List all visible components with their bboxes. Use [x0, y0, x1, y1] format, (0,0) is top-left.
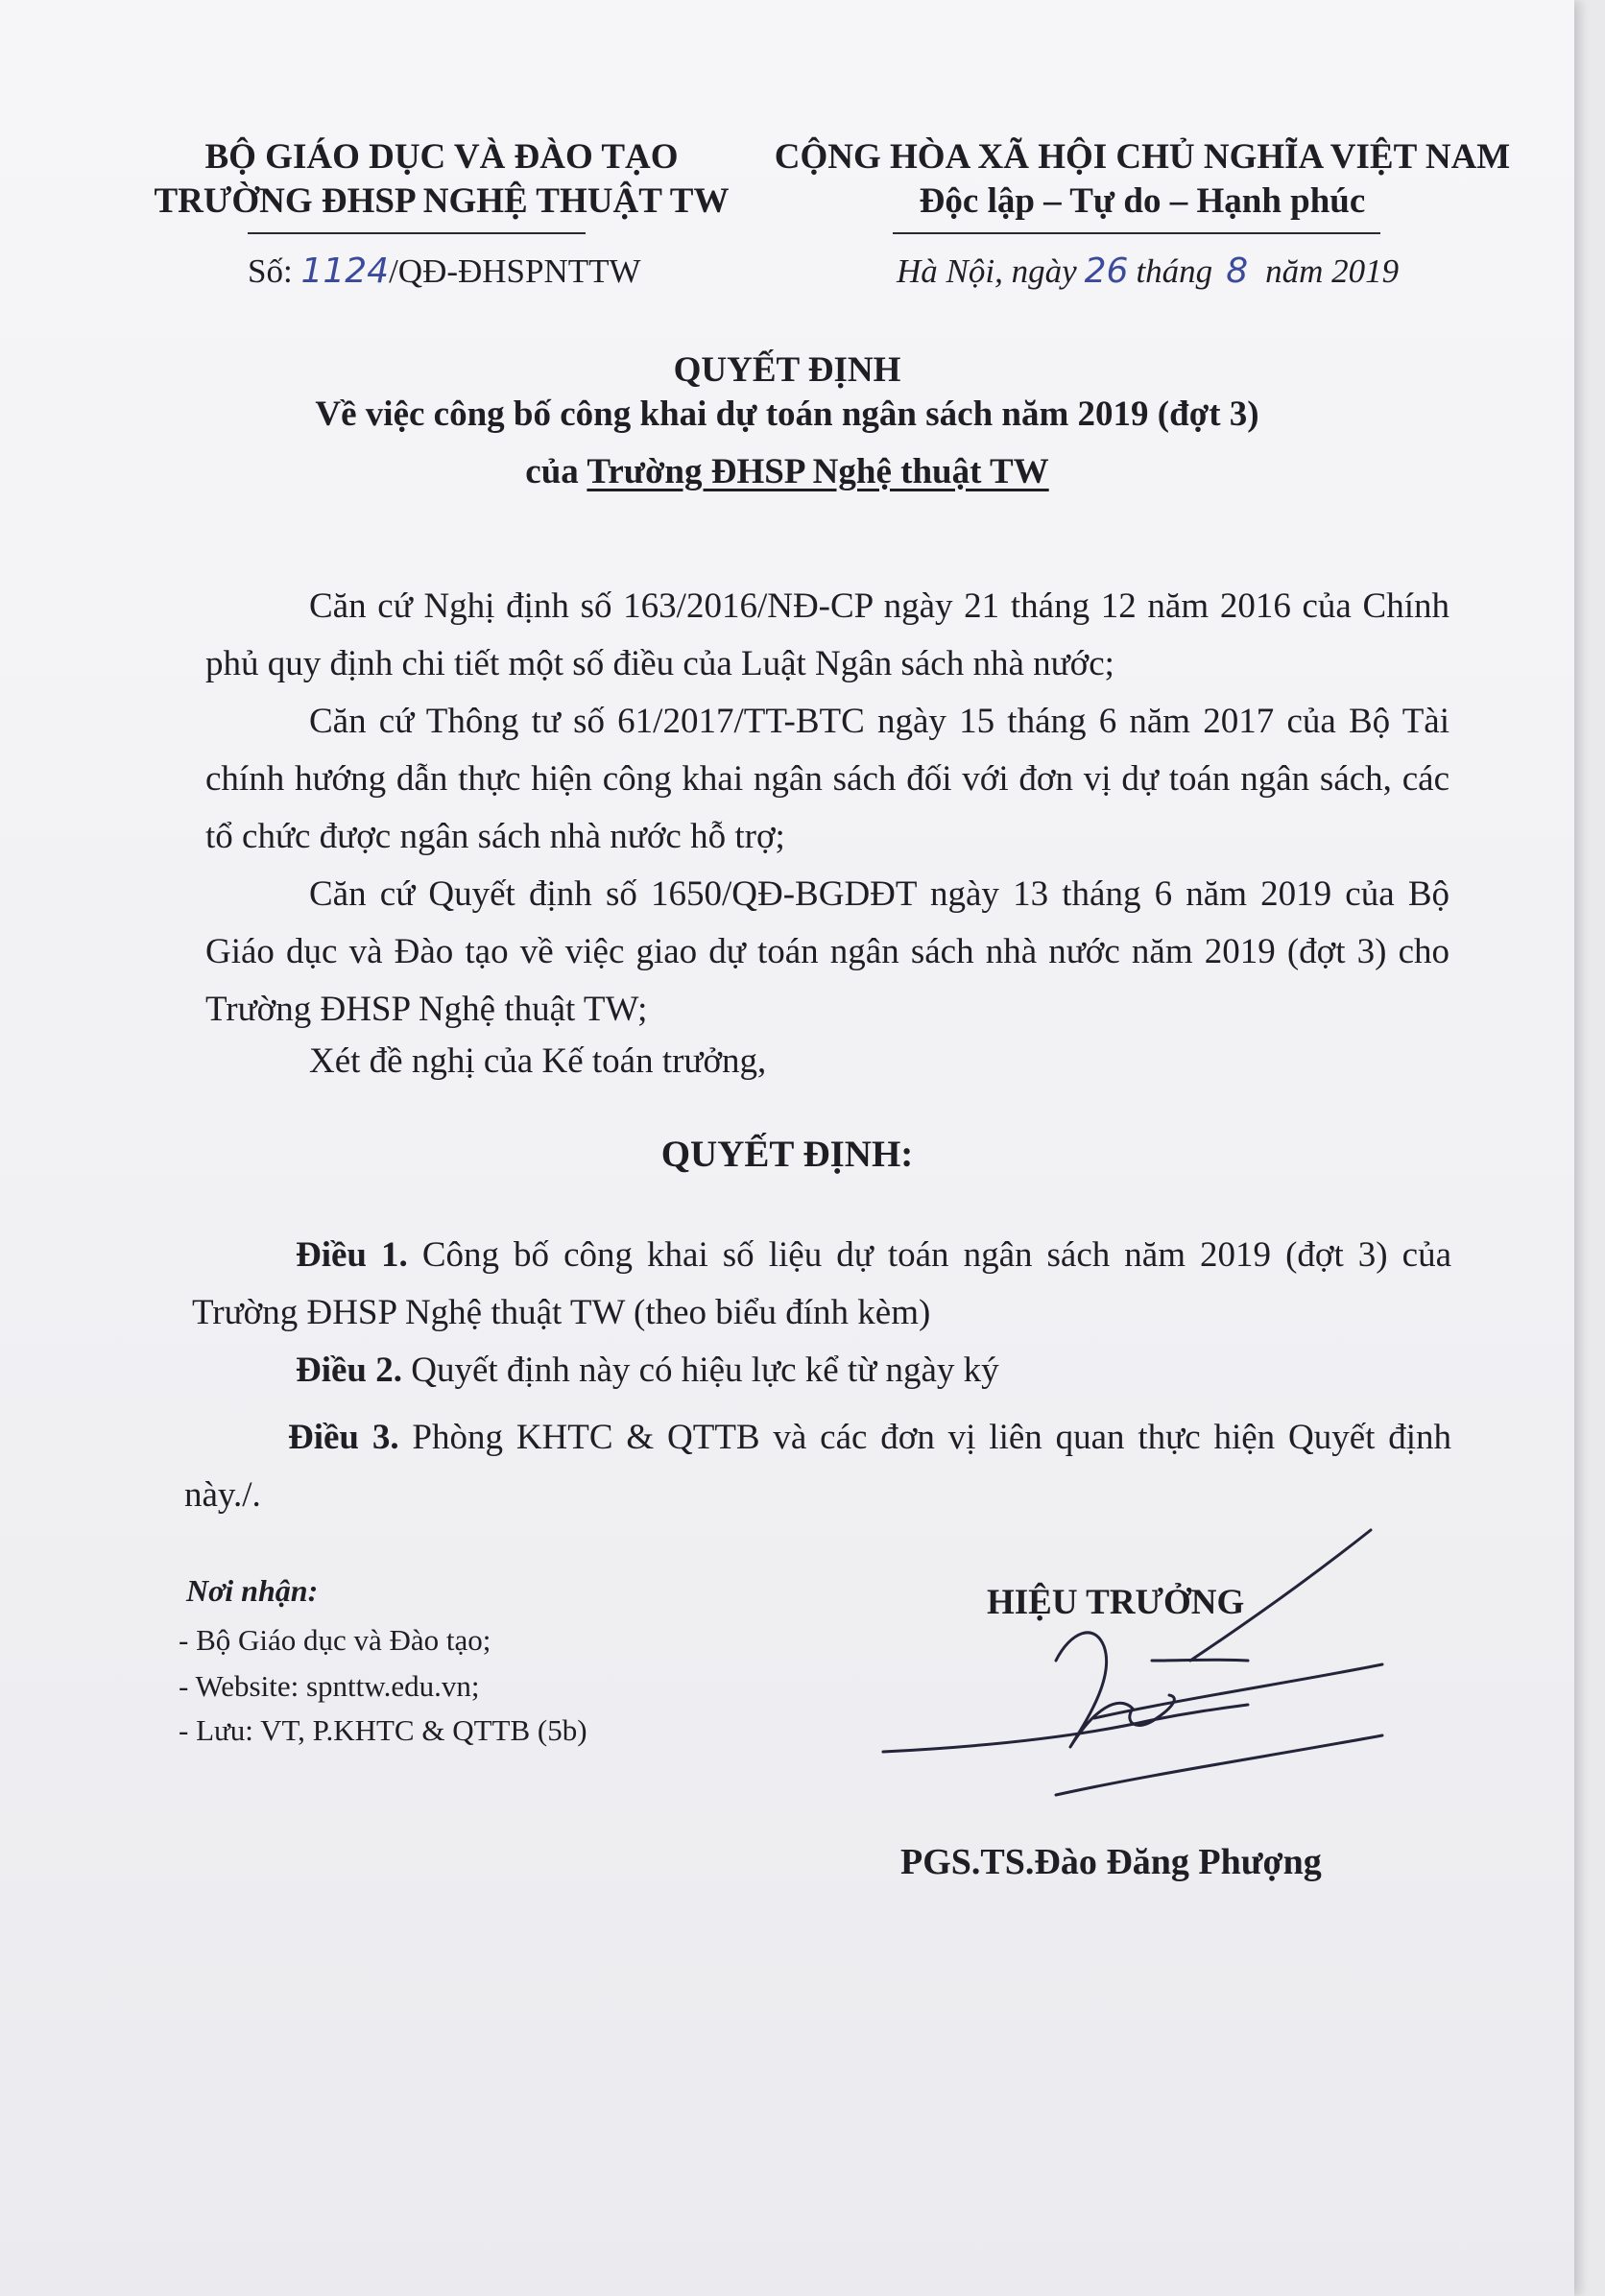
signer-position: HIỆU TRƯỞNG [987, 1583, 1245, 1622]
document-date [897, 251, 1399, 291]
basis-paragraph-4: Xét đề nghị của Kế toán trưởng, [309, 1041, 767, 1081]
basis-paragraph-2: Căn cứ Thông tư số 61/2017/TT-BTC ngày 15 tháng 6 năm 2017 của Bộ Tài chính hướng dẫn thực hiện công khai ngân sách đối với đơn vị dự toán ngân sách, các tổ chức được ngân sách nhà nước hỗ trợ; [205, 702, 1449, 856]
recipient-item: - Website: spnttw.edu.vn; [179, 1669, 480, 1703]
recipient-item: - Bộ Giáo dục và Đào tạo; [179, 1623, 491, 1657]
article-3-label: Điều 3. [288, 1418, 399, 1457]
article-2 [192, 1342, 1451, 1399]
recipient-item: - Lưu: VT, P.KHTC & QTTB (5b) [179, 1713, 587, 1747]
article-1-text: Công bố công khai số liệu dự toán ngân sách năm 2019 (đợt 3) của Trường ĐHSP Nghệ thuật TW (theo biểu đính kèm) [192, 1235, 1451, 1332]
ministry-name: BỘ GIÁO DỤC VÀ ĐÀO TẠO [204, 137, 679, 177]
recipients-heading: Nơi nhận: [186, 1573, 319, 1608]
nation-motto-underline [893, 232, 1380, 234]
school-name: TRƯỜNG ĐHSP NGHỆ THUẬT TW [154, 181, 730, 221]
handwritten-signature [864, 1517, 1401, 1814]
school-name-underline [248, 232, 586, 234]
date-prefix: Hà Nội, ngày [897, 252, 1077, 290]
document-subtitle-org [0, 451, 1574, 492]
nation-title: CỘNG HÒA XÃ HỘI CHỦ NGHĨA VIỆT NAM [774, 137, 1511, 177]
article-3 [184, 1409, 1451, 1524]
basis-paragraph-3: Căn cứ Quyết định số 1650/QĐ-BGDĐT ngày 13 tháng 6 năm 2019 của Bộ Giáo dục và Đào tạo về việc giao dự toán ngân sách nhà nước năm 2019 (đợt 3) cho Trường ĐHSP Nghệ thuật TW; [205, 874, 1449, 1029]
document-title: QUYẾT ĐỊNH [673, 350, 901, 390]
article-2-label: Điều 2. [296, 1351, 402, 1390]
number-suffix: /QĐ-ĐHSPNTTW [389, 252, 641, 290]
article-3-text: Phòng KHTC & QTTB và các đơn vị liên quan thực hiện Quyết định này./. [184, 1418, 1452, 1515]
document-number [248, 251, 641, 291]
basis-paragraph-1: Căn cứ Nghị định số 163/2016/NĐ-CP ngày 21 tháng 12 năm 2016 của Chính phủ quy định chi tiết một số điều của Luật Ngân sách nhà nước; [205, 586, 1449, 683]
date-year: năm 2019 [1265, 252, 1400, 290]
date-month-handwritten: 8 [1226, 251, 1249, 291]
subtitle-prefix: của [525, 452, 587, 491]
nation-motto: Độc lập – Tự do – Hạnh phúc [919, 181, 1366, 221]
signer-name: PGS.TS.Đào Đăng Phượng [900, 1842, 1322, 1882]
date-month-label: tháng [1136, 252, 1213, 290]
document-subtitle: Về việc công bố công khai dự toán ngân sách năm 2019 (đợt 3) [315, 395, 1259, 434]
article-1 [192, 1227, 1451, 1342]
article-2-text: Quyết định này có hiệu lực kể từ ngày ký [402, 1351, 999, 1390]
number-handwritten: 1124 [300, 251, 390, 291]
subtitle-org: Trường ĐHSP Nghệ thuật TW [587, 452, 1049, 491]
number-label: Số: [248, 252, 293, 290]
decision-heading: QUYẾT ĐỊNH: [660, 1134, 914, 1175]
article-1-label: Điều 1. [296, 1235, 408, 1275]
date-day-handwritten: 26 [1084, 251, 1129, 291]
